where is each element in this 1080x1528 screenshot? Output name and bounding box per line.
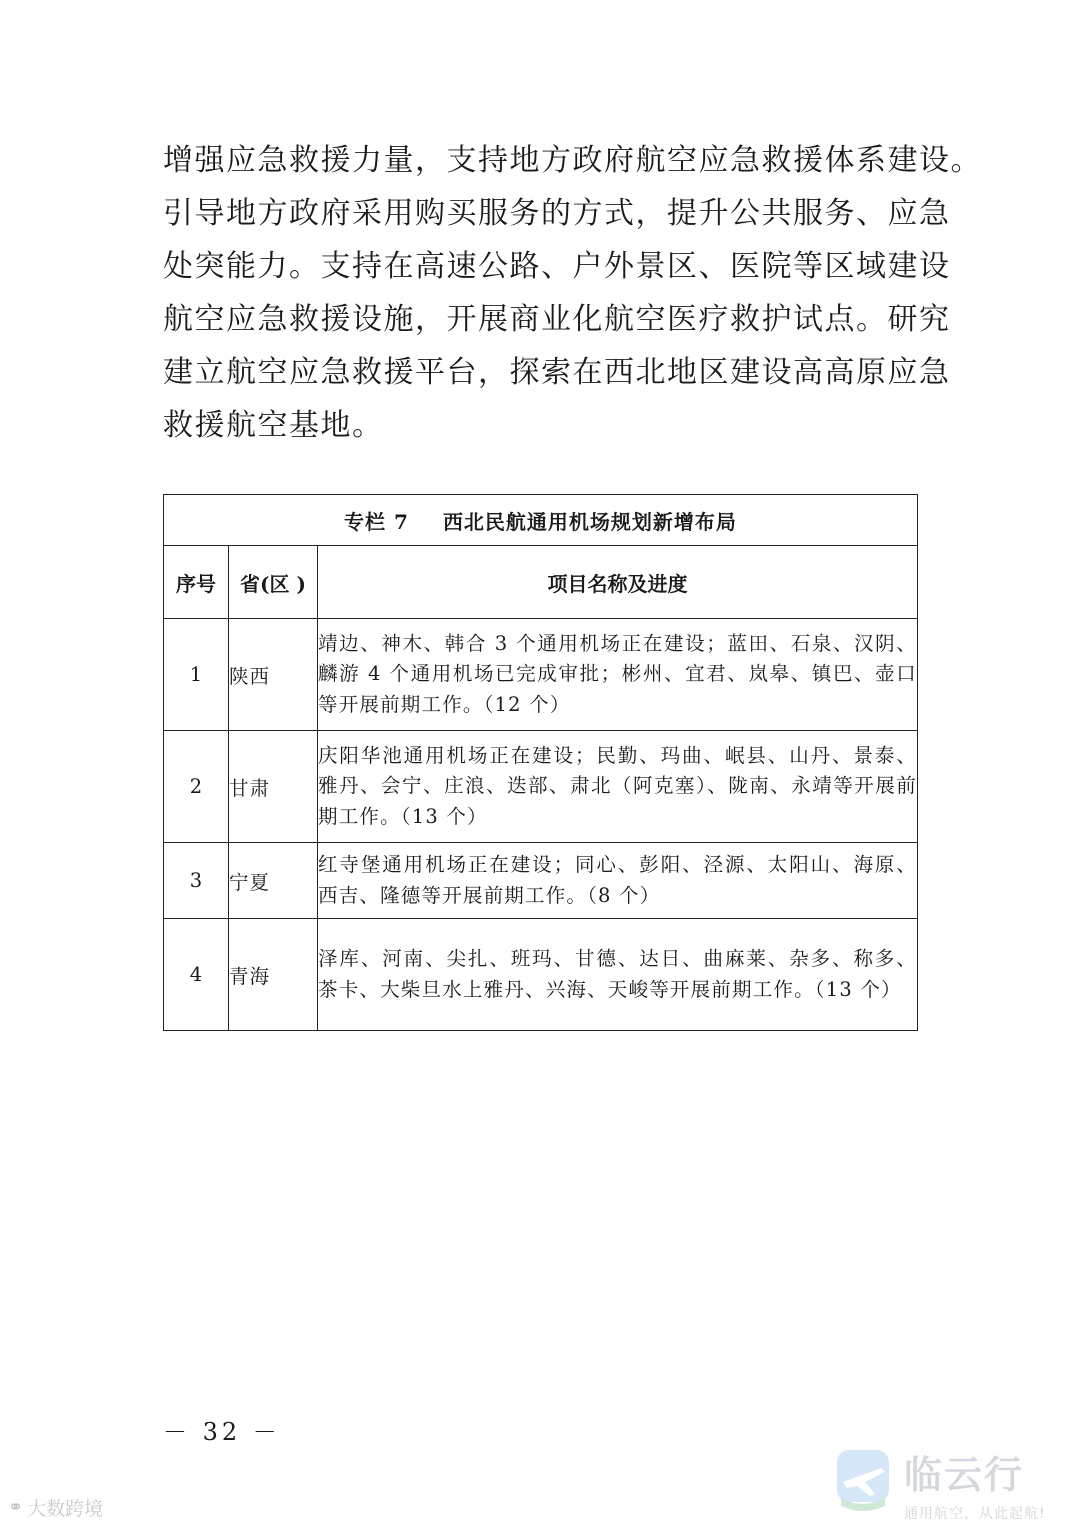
- table-header-row: [164, 546, 918, 619]
- row-project: 靖边、神木、韩合 3 个通用机场正在建设；蓝田、石泉、汉阴、麟游 4 个通用机场已完成审批；彬州、宜君、岚皋、镇巴、壶口等开展前期工作。（12 个）: [318, 619, 918, 731]
- body-paragraph: [163, 134, 982, 452]
- paragraph-line: 处突能力。支持在高速公路、户外景区、医院等区域建设: [163, 249, 951, 284]
- table-row: [164, 731, 918, 843]
- header-province: 省(区 ): [229, 546, 318, 619]
- watermark-left-text: 大数跨境: [27, 1498, 104, 1520]
- row-project: 泽库、河南、尖扎、班玛、甘德、达日、曲麻莱、杂多、称多、茶卡、大柴旦水上雅丹、兴海、天峻等开展前期工作。（13 个）: [318, 919, 918, 1031]
- brand-watermark: [904, 1444, 1046, 1523]
- row-province: 青海: [229, 919, 318, 1031]
- weibo-icon: ⚭: [8, 1497, 24, 1518]
- airplane-logo-icon: [835, 1448, 891, 1516]
- row-index: 2: [164, 731, 229, 843]
- row-index: 1: [164, 619, 229, 731]
- table-row: [164, 843, 918, 919]
- paragraph-line: 建立航空应急救援平台，探索在西北地区建设高高原应急: [163, 355, 951, 390]
- header-index: 序号: [164, 546, 229, 619]
- airport-layout-table: [163, 494, 918, 1031]
- paragraph-line: 增强应急救援力量，支持地方政府航空应急救援体系建设。: [163, 143, 982, 178]
- header-project: 项目名称及进度: [318, 546, 918, 619]
- caption-label: 专栏 7: [344, 509, 409, 534]
- page-number: － 32 －: [163, 1418, 281, 1446]
- table-row: [164, 619, 918, 731]
- row-project: 庆阳华池通用机场正在建设；民勤、玛曲、岷县、山丹、景泰、雅丹、会宁、庄浪、迭部、肃北（阿克塞）、陇南、永靖等开展前期工作。（13 个）: [318, 731, 918, 843]
- caption-title: 西北民航通用机场规划新增布局: [442, 509, 737, 534]
- row-province: 陕西: [229, 619, 318, 731]
- row-index: 4: [164, 919, 229, 1031]
- brand-slogan: 通用航空，从此起航!: [904, 1506, 1046, 1522]
- table-caption: [164, 495, 918, 546]
- paragraph-line: 引导地方政府采用购买服务的方式，提升公共服务、应急: [163, 196, 951, 231]
- row-province: 甘肃: [229, 731, 318, 843]
- row-province: 宁夏: [229, 843, 318, 919]
- brand-name: 临云行: [904, 1453, 1025, 1497]
- row-index: 3: [164, 843, 229, 919]
- watermark-left: [8, 1494, 103, 1521]
- paragraph-line: 航空应急救援设施，开展商业化航空医疗救护试点。研究: [163, 302, 951, 337]
- paragraph-line: 救援航空基地。: [163, 408, 384, 443]
- table-row: [164, 919, 918, 1031]
- row-project: 红寺堡通用机场正在建设；同心、彭阳、泾源、太阳山、海原、西吉、隆德等开展前期工作。（8 个）: [318, 843, 918, 919]
